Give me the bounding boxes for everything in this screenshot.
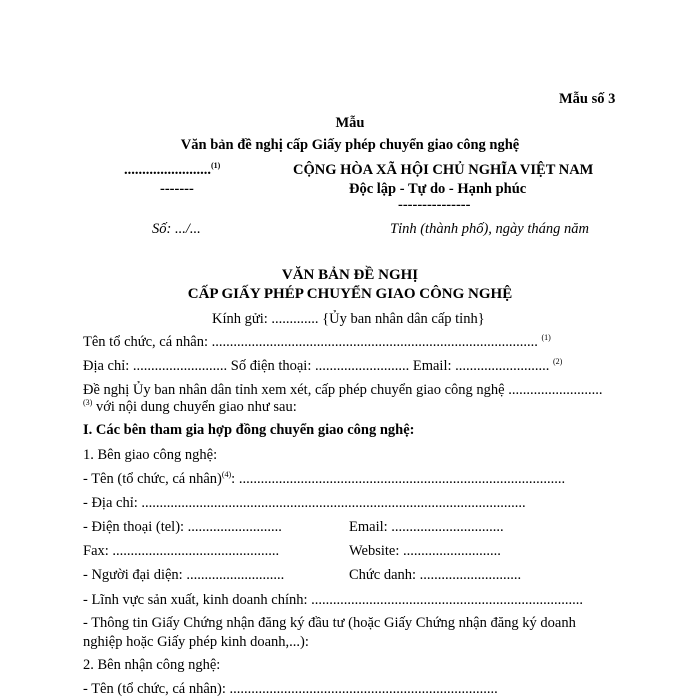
section-1-title: I. Các bên tham gia hợp đồng chuyển giao công nghệ:: [83, 422, 415, 438]
transferor-cert-line-2: nghiệp hoặc Giấy phép kinh doanh,...):: [83, 634, 309, 650]
transferor-position: Chức danh: ............................: [349, 567, 522, 583]
contact-line: Địa chỉ: .......................... Số điện thoại: .......................... Email: .......................... $^{(2)}$: [83, 357, 563, 374]
transferor-fax: Fax: ..............................................: [83, 543, 280, 559]
transferee-name: - Tên (tổ chức, cá nhân): ..........................................................................: [83, 681, 498, 697]
transferor-label: 1. Bên giao công nghệ:: [83, 447, 218, 463]
transferee-label: 2. Bên nhận công nghệ:: [83, 657, 221, 673]
transferor-address: - Địa chỉ: ..........................................................................................................: [83, 495, 526, 511]
recipient: Kính gửi: ............. {Ủy ban nhân dân cấp tỉnh}: [212, 311, 485, 327]
title-line-1: VĂN BẢN ĐỀ NGHỊ: [281, 267, 419, 283]
transferor-phone: - Điện thoại (tel): ..........................: [83, 519, 282, 535]
nation-title: CỘNG HÒA XÃ HỘI CHỦ NGHĨA VIỆT NAM: [293, 162, 594, 178]
title-line-2: CẤP GIẤY PHÉP CHUYỂN GIAO CÔNG NGHỆ: [187, 286, 513, 302]
transferor-business: - Lĩnh vực sản xuất, kinh doanh chính: ...........................................................................: [83, 592, 584, 608]
org-name-line: Tên tổ chức, cá nhân: .......................................................................................... $^{(1)}$: [83, 333, 551, 350]
transferor-cert-line-1: - Thông tin Giấy Chứng nhận đăng ký đầu tư (hoặc Giấy Chứng nhận đăng ký doanh: [83, 615, 576, 631]
transferor-name: - Tên (tổ chức, cá nhân)$^{(4)}$: ..........................................................................................: [83, 470, 566, 487]
form-number: Mẫu số 3: [559, 91, 616, 107]
motto: Độc lập - Tự do - Hạnh phúc: [349, 181, 527, 197]
document-number: Số: .../...: [152, 221, 201, 237]
request-line-2: $^{(3)}$ với nội dung chuyển giao như sau:: [83, 398, 297, 415]
transferor-website: Website: ...........................: [349, 543, 501, 559]
org-placeholder: ........................$^{(1)}$: [124, 161, 221, 178]
request-line-1: Đề nghị Ủy ban nhân dân tỉnh xem xét, cấp phép chuyển giao công nghệ ..........................: [83, 382, 603, 398]
heading-label: Mẫu: [335, 115, 365, 131]
transferor-email: Email: ...............................: [349, 519, 504, 535]
place-date: Tỉnh (thành phố), ngày tháng năm: [390, 221, 589, 237]
org-dash: -------: [160, 181, 194, 197]
heading-subtitle: Văn bản đề nghị cấp Giấy phép chuyển giao công nghệ: [180, 137, 520, 153]
transferor-representative: - Người đại diện: ...........................: [83, 567, 285, 583]
motto-rule: ---------------: [398, 197, 471, 213]
